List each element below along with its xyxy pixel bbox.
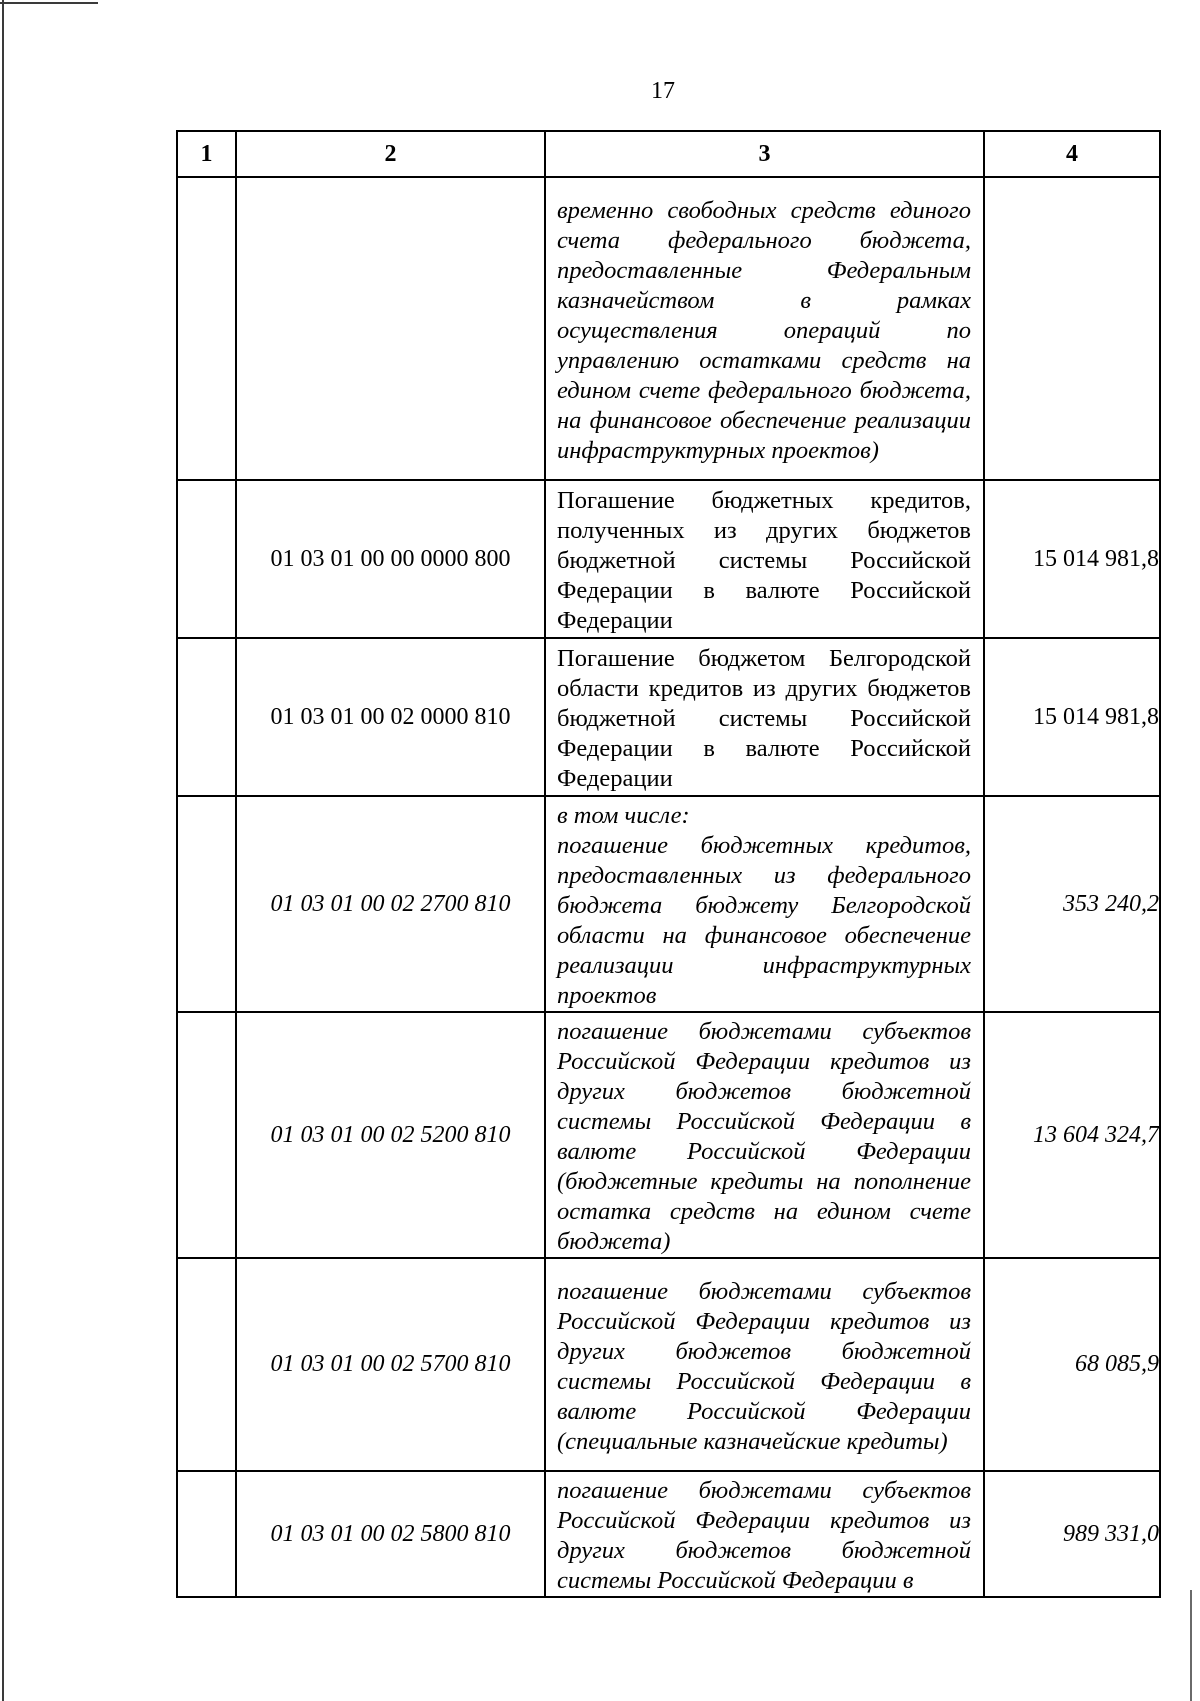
row-code: 01 03 01 00 02 2700 810	[236, 796, 545, 1012]
table-row	[177, 1258, 1160, 1471]
header-col-3: 3	[545, 131, 984, 177]
row-col-1	[177, 638, 236, 796]
row-code: 01 03 01 00 02 5700 810	[236, 1258, 545, 1471]
row-col-1	[177, 1471, 236, 1597]
row-code: 01 03 01 00 02 5800 810	[236, 1471, 545, 1597]
row-description-cell	[545, 638, 984, 796]
row-description-cell	[545, 1471, 984, 1597]
scan-edge-left	[2, 0, 4, 1701]
row-col-1	[177, 480, 236, 638]
row-amount: 989 331,0	[984, 1471, 1160, 1597]
page-number: 17	[651, 78, 675, 104]
row-amount: 353 240,2	[984, 796, 1160, 1012]
row-description: Погашение бюджетом Белгородской области кредитов из других бюджетов бюджетной системы Российской Федерации в валюте Российской Федерации	[557, 645, 971, 792]
table-row	[177, 1012, 1160, 1258]
row-amount	[984, 177, 1160, 480]
row-description: погашение бюджетами субъектов Российской Федерации кредитов из других бюджетов бюджетной системы Российской Федерации в валюте Российской Федерации (бюджетные кредиты на пополнение остатка средств на едином счете бюджета)	[557, 1018, 971, 1255]
row-description-prefix: в том числе:	[557, 802, 690, 829]
header-col-4: 4	[984, 131, 1160, 177]
row-col-1	[177, 1258, 236, 1471]
table-row	[177, 177, 1160, 480]
row-description-cell	[545, 1258, 984, 1471]
row-code: 01 03 01 00 00 0000 800	[236, 480, 545, 638]
row-code	[236, 177, 545, 480]
row-description-cell	[545, 796, 984, 1012]
row-description-cell	[545, 480, 984, 638]
row-description-text: погашение бюджетных кредитов, предоставленных из федерального бюджета бюджету Белгородской области на финансовое обеспечение реализации инфраструктурных проектов	[557, 832, 971, 1009]
table-row	[177, 796, 1160, 1012]
row-amount: 15 014 981,8	[984, 638, 1160, 796]
row-code: 01 03 01 00 02 0000 810	[236, 638, 545, 796]
table-header-row	[177, 131, 1160, 177]
row-col-1	[177, 1012, 236, 1258]
row-col-1	[177, 177, 236, 480]
row-description: временно свободных средств единого счета федерального бюджета, предоставленные Федеральным казначейством в рамках осуществления операций по управлению остатками средств на едином счете федерального бюджета, на финансовое обеспечение реализации инфраструктурных проектов)	[557, 196, 971, 464]
scan-edge-top	[0, 2, 98, 4]
row-description: погашение бюджетами субъектов Российской Федерации кредитов из других бюджетов бюджетной системы Российской Федерации в валюте Российской Федерации (специальные казначейские кредиты)	[557, 1277, 971, 1455]
table-row	[177, 1471, 1160, 1597]
row-col-1	[177, 796, 236, 1012]
row-code: 01 03 01 00 02 5200 810	[236, 1012, 545, 1258]
row-description-cell	[545, 177, 984, 480]
row-amount: 15 014 981,8	[984, 480, 1160, 638]
table-row	[177, 638, 1160, 796]
header-col-2: 2	[236, 131, 545, 177]
row-description: Погашение бюджетных кредитов, полученных из других бюджетов бюджетной системы Российской Федерации в валюте Российской Федерации	[557, 487, 971, 634]
row-amount: 13 604 324,7	[984, 1012, 1160, 1258]
row-description-cell	[545, 1012, 984, 1258]
header-col-1: 1	[177, 131, 236, 177]
scan-edge-right	[1190, 1590, 1192, 1701]
row-amount: 68 085,9	[984, 1258, 1160, 1471]
budget-table	[176, 130, 1161, 1598]
table-row	[177, 480, 1160, 638]
row-description: погашение бюджетами субъектов Российской Федерации кредитов из других бюджетов бюджетной системы Российской Федерации в	[557, 1477, 971, 1594]
row-description	[557, 801, 971, 1011]
